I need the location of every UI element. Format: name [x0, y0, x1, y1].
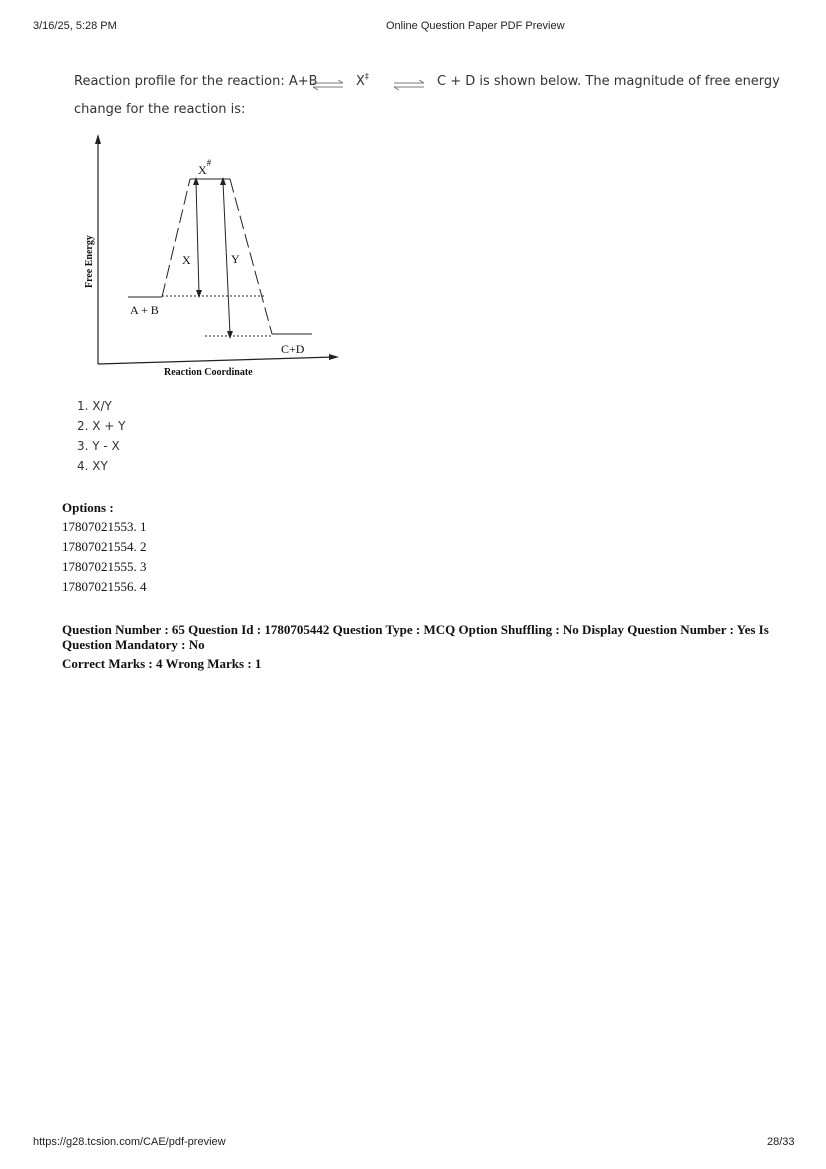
x-axis — [98, 357, 334, 364]
option-item: 17807021555. 3 — [62, 559, 147, 574]
marks-info: Correct Marks : 4 Wrong Marks : 1 — [62, 656, 262, 671]
question-text-part3: C + D is shown below. The magnitude of free energy — [437, 74, 780, 89]
page-title: Online Question Paper PDF Preview — [386, 20, 565, 32]
option-item: 17807021553. 1 — [62, 519, 147, 534]
arrow-x — [196, 182, 199, 294]
page-number: 28/33 — [767, 1136, 795, 1148]
question-text-part1: Reaction profile for the reaction: A+B — [74, 74, 318, 89]
options-heading: Options : — [62, 500, 114, 515]
option-item: 17807021556. 4 — [62, 579, 147, 594]
question-transition-state: X‡ — [356, 72, 369, 89]
y-axis-arrowhead — [95, 134, 101, 144]
equilibrium-arrow-icon — [392, 80, 426, 90]
question-text-line2: change for the reaction is: — [74, 102, 246, 117]
transition-state-label: X# — [198, 158, 212, 177]
arrow-x-head-bottom — [196, 290, 202, 298]
footer-url: https://g28.tcsion.com/CAE/pdf-preview — [33, 1136, 226, 1148]
arrow-y-label: Y — [231, 252, 240, 266]
arrow-y — [223, 182, 230, 334]
arrow-x-head-top — [193, 177, 199, 185]
x-axis-label: Reaction Coordinate — [164, 367, 253, 378]
option-item: 17807021554. 2 — [62, 539, 147, 554]
answer-choices — [77, 399, 126, 479]
choice-item: 4. XY — [77, 459, 108, 473]
question-metadata: Question Number : 65 Question Id : 1780705442 Question Type : MCQ Option Shuffling : No Display Question Number : Yes Is Question Mandatory : No — [62, 622, 769, 652]
arrow-x-label: X — [182, 253, 191, 267]
options-list — [62, 519, 147, 599]
choice-item: 3. Y - X — [77, 439, 120, 453]
print-date: 3/16/25, 5:28 PM — [33, 20, 117, 32]
y-axis-label: Free Energy — [84, 235, 95, 288]
arrow-y-head-top — [220, 177, 226, 185]
rise-curve — [162, 179, 190, 297]
equilibrium-arrow-icon — [311, 80, 345, 90]
products-label: C+D — [281, 342, 305, 356]
x-axis-arrowhead — [329, 354, 339, 360]
reaction-profile-diagram — [80, 132, 350, 382]
choice-item: 1. X/Y — [77, 399, 112, 413]
choice-item: 2. X + Y — [77, 419, 126, 433]
arrow-y-head-bottom — [227, 331, 233, 339]
reactants-label: A + B — [130, 303, 159, 317]
